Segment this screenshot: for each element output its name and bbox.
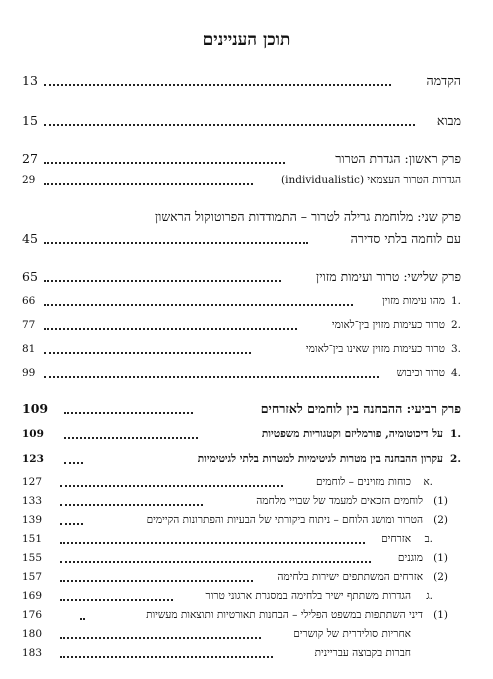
entry-label: עם לוחמה בלתי סדירה [350, 231, 461, 246]
entry-label: הטרור ומושג הלוחם – ניתוח ביקורתי של הבעיות והפתרונות הקיימים [145, 511, 423, 529]
toc-entry [0, 606, 493, 624]
entry-page: 176 [22, 609, 43, 621]
toc-entry [0, 450, 493, 468]
toc-entry [0, 625, 493, 643]
toc-entry [0, 72, 493, 90]
entry-label: אחריות סולידרית של קושרים [291, 625, 411, 643]
entry-number: ג. [426, 590, 433, 602]
toc-entry [0, 492, 493, 510]
entry-page: 151 [22, 533, 43, 545]
toc-entry [0, 568, 493, 586]
toc-entry [0, 171, 493, 189]
entry-label: מוגנים [396, 549, 423, 567]
toc-entry [0, 473, 493, 491]
entry-page: 66 [22, 295, 36, 307]
entry-label: אזרחים המשתתפים ישירות בלחימה [275, 568, 423, 586]
entry-label: מהו עימות מזוין [380, 292, 445, 310]
toc-entry [0, 425, 493, 443]
entry-label: אזרחים [379, 530, 411, 548]
toc-entry [0, 230, 493, 248]
entry-label: חברות בקבוצה עבריינית [313, 644, 411, 662]
entry-label: פרק שלישי: טרור ועימות מזוין [316, 269, 461, 284]
entry-number: 3. [450, 343, 461, 355]
entry-label: הגדרות משתתף ישיר בלחימה במסגרת ארגוני טרור [204, 587, 411, 605]
entry-label: מבוא [436, 113, 461, 128]
entry-number: (1) [433, 609, 448, 621]
toc-entry [0, 112, 493, 130]
entry-label: טרור כעימות מזוין בין־לאומי [330, 316, 445, 334]
entry-number: (1) [433, 495, 448, 507]
entry-label: טרור כעימות מזוין שאינו בין־לאומי [304, 340, 445, 358]
entry-number: 2. [450, 319, 461, 331]
entry-number: (2) [433, 514, 448, 526]
entry-page: 81 [22, 343, 36, 355]
entry-page: 27 [22, 151, 38, 166]
toc-entry [0, 587, 493, 605]
entry-page: 65 [22, 269, 38, 284]
toc-entry [0, 644, 493, 662]
entry-page: 109 [22, 428, 44, 440]
entry-label: עקרון ההבחנה בין מטרות לגיטימיות למטרות בלתי לגיטימיות [196, 450, 443, 468]
entry-page: 157 [22, 571, 43, 583]
toc-entry [0, 150, 493, 168]
entry-label: פרק ראשון: הגדרת הטרור [335, 151, 461, 166]
entry-label: פרק רביעי: ההבחנה בין לוחמים לאזרחים [260, 401, 461, 416]
entry-page: 13 [22, 73, 38, 88]
entry-page: 133 [22, 495, 43, 507]
toc-entry [0, 364, 493, 382]
entry-page: 109 [22, 401, 49, 416]
entry-number: 4. [450, 367, 461, 379]
entry-page: 183 [22, 647, 43, 659]
entry-page: 15 [22, 113, 38, 128]
toc-entry [0, 511, 493, 529]
entry-label: טרור וכיבוש [395, 364, 445, 382]
entry-page: 123 [22, 453, 44, 465]
entry-number: (1) [433, 552, 448, 564]
entry-number: 1. [450, 428, 461, 440]
toc-entry [0, 530, 493, 548]
entry-page: 29 [22, 174, 36, 186]
entry-page: 77 [22, 319, 36, 331]
toc-entry [0, 340, 493, 358]
entry-label: הגדרות הטרור העצמאי (individualistic) [279, 171, 461, 189]
page-title: תוכן העניינים [202, 30, 291, 50]
entry-page: 139 [22, 514, 43, 526]
entry-label: דיני השתתפות במשפט הפלילי – הבחנות תאורטיות ותוצאות מעשיות [144, 606, 423, 624]
entry-label: לוחמים הזכאים למעמד של שבויי מלחמה [254, 492, 423, 510]
entry-page: 155 [22, 552, 43, 564]
entry-label: על דיכוטומיה, פורמליזם וקטגוריות משפטיות [260, 425, 443, 443]
toc-entry [0, 400, 493, 418]
entry-number: ב. [424, 533, 433, 545]
toc-entry [0, 268, 493, 286]
toc-entry [0, 292, 493, 310]
entry-page: 180 [22, 628, 43, 640]
entry-page: 99 [22, 367, 36, 379]
toc-entry [0, 316, 493, 334]
entry-label: פרק שני: מלוחמת גרילה לטרור – התמודדות הפרוטוקול הראשון [154, 209, 461, 224]
entry-label: כוחות מזוינים – לוחמים [314, 473, 411, 491]
entry-page: 169 [22, 590, 43, 602]
entry-number: א. [423, 476, 433, 488]
entry-number: 2. [450, 453, 461, 465]
entry-page: 45 [22, 231, 38, 246]
entry-page: 127 [22, 476, 43, 488]
entry-number: (2) [433, 571, 448, 583]
entry-number: 1. [450, 295, 461, 307]
toc-entry [0, 549, 493, 567]
entry-label: הקדמה [426, 73, 461, 88]
